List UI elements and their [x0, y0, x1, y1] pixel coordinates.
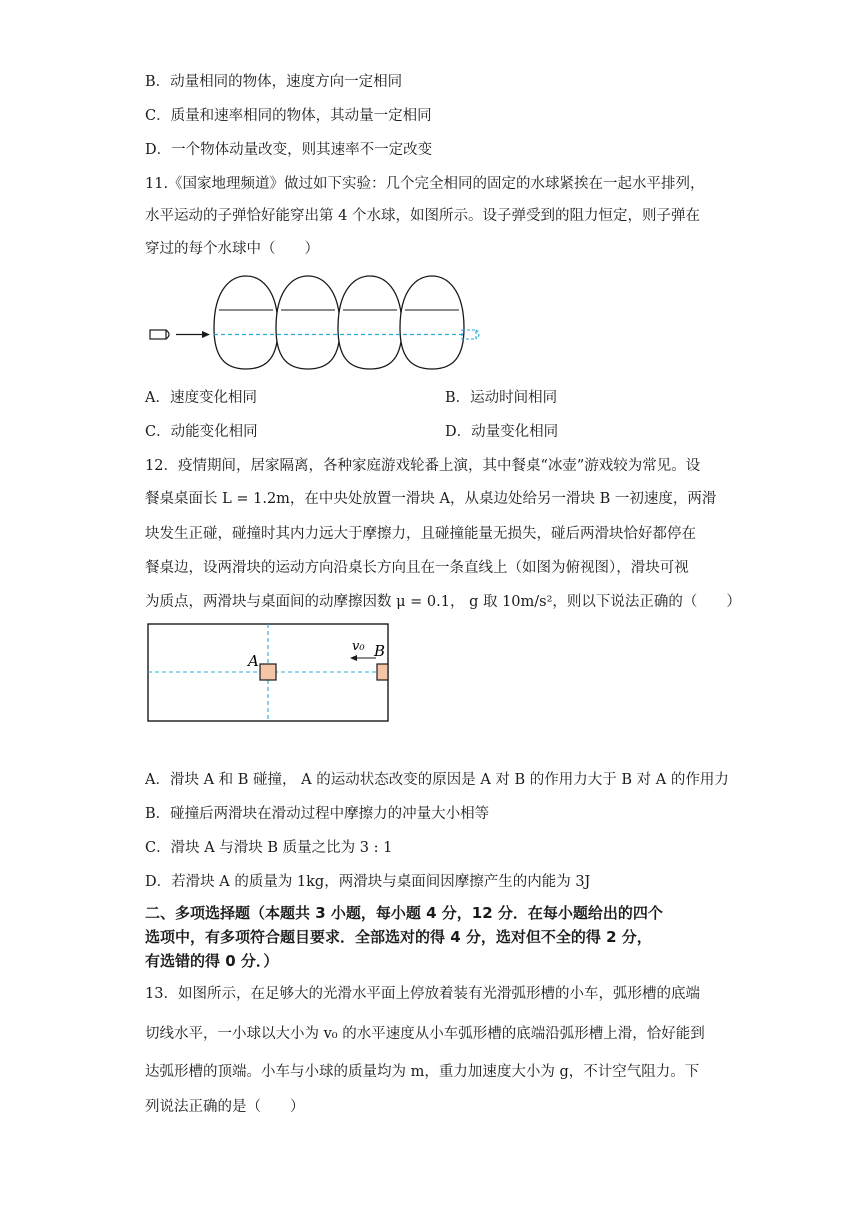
q12-option-c: C．滑块 A 与滑块 B 质量之比为 3 : 1: [145, 840, 393, 856]
q13-stem-line3: 达弧形槽的顶端。小车与小球的质量均为 m，重力加速度大小为 g，不计空气阻力。下: [145, 1064, 700, 1080]
q10-option-c: C．质量和速率相同的物体，其动量一定相同: [145, 108, 432, 124]
section2-title-line1: 二、多项选择题（本题共 3 小题，每小题 4 分，12 分．在每小题给出的四个: [145, 904, 663, 922]
q13-stem-line2: 切线水平，一小球以大小为 v₀ 的水平速度从小车弧形槽的底端沿弧形槽上滑，恰好能到: [145, 1026, 705, 1042]
water-ball-2: [276, 276, 340, 369]
section2-title-line3: 有选错的得 0 分．）: [145, 952, 279, 970]
q12-stem-line1: 12．疫情期间，居家隔离，各种家庭游戏轮番上演，其中餐桌“冰壶”游戏较为常见。设: [145, 458, 701, 474]
q11-option-b: B．运动时间相同: [445, 390, 558, 406]
q11-option-a: A．速度变化相同: [145, 390, 257, 406]
q11-stem-line2: 水平运动的子弹恰好能穿出第 4 个水球，如图所示。设子弹受到的阻力恒定，则子弹在: [145, 208, 700, 224]
q12-option-a: A．滑块 A 和 B 碰撞， A 的运动状态改变的原因是 A 对 B 的作用力大于 B 对 A 的作用力: [145, 772, 729, 788]
q12-option-d: D．若滑块 A 的质量为 1kg，两滑块与桌面间因摩擦产生的内能为 3J: [145, 874, 591, 890]
q12-stem-line3: 块发生正碰，碰撞时其内力远大于摩擦力，且碰撞能量无损失，碰后两滑块恰好都停在: [145, 526, 696, 542]
section2-title-line2: 选项中，有多项符合题目要求．全部选对的得 4 分，选对但不全的得 2 分，: [145, 928, 652, 946]
block-b: [377, 664, 388, 680]
label-b: B: [374, 642, 386, 660]
label-v0: v₀: [352, 639, 365, 654]
q11-stem-line1: 11.《国家地理频道》做过如下实验：几个完全相同的固定的水球紧挨在一起水平排列，: [145, 176, 705, 192]
block-a: [260, 664, 276, 680]
water-ball-3: [338, 276, 402, 369]
water-ball-4: [400, 276, 464, 369]
label-a: A: [248, 652, 259, 670]
bullet: [150, 330, 166, 339]
q11-option-c: C．动能变化相同: [145, 424, 258, 440]
q13-stem-line1: 13．如图所示，在足够大的光滑水平面上停放着装有光滑弧形槽的小车，弧形槽的底端: [145, 986, 700, 1002]
q11-stem-line3: 穿过的每个水球中（ ）: [145, 241, 319, 257]
q10-option-b: B．动量相同的物体，速度方向一定相同: [145, 74, 403, 90]
q12-table-figure: [144, 620, 394, 726]
q12-option-b: B．碰撞后两滑块在滑动过程中摩擦力的冲量大小相等: [145, 806, 490, 822]
q10-option-d: D．一个物体动量改变，则其速率不一定改变: [145, 142, 433, 158]
q12-stem-line4: 餐桌边，设两滑块的运动方向沿桌长方向且在一条直线上（如图为俯视图），滑块可视: [145, 560, 689, 576]
q13-stem-line4: 列说法正确的是（ ）: [145, 1099, 305, 1115]
q12-stem-line5: 为质点，两滑块与桌面间的动摩擦因数 μ = 0.1， g 取 10m/s²，则以下说法正确的（ ）: [145, 594, 741, 610]
q12-stem-line2: 餐桌桌面长 L = 1.2m，在中央处放置一滑块 A，从桌边处给另一滑块 B 一初速度，两滑: [145, 491, 717, 507]
q11-option-d: D．动量变化相同: [445, 424, 559, 440]
q11-water-balls-figure: [140, 268, 490, 378]
water-ball-1: [214, 276, 278, 369]
